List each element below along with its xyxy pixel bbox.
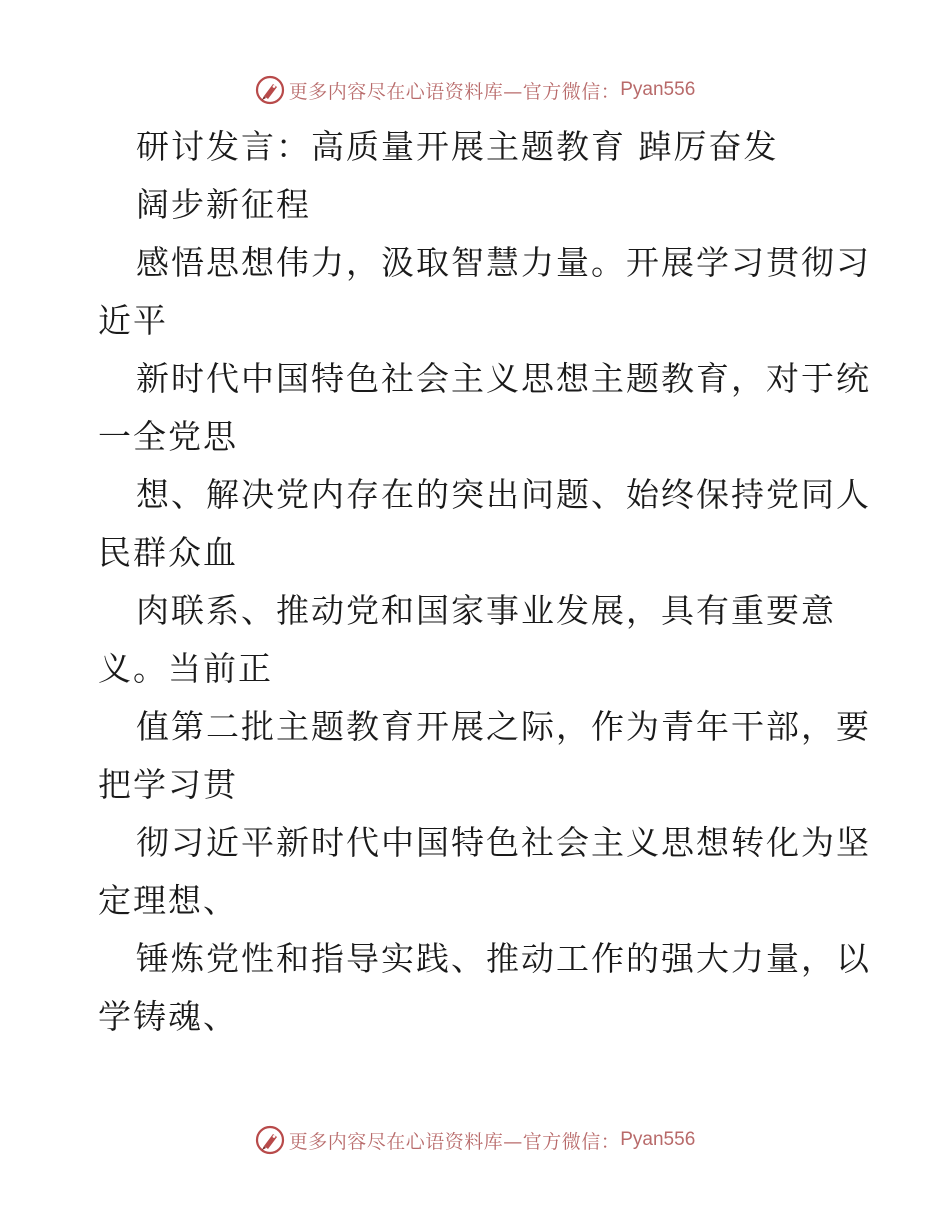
footer-banner-wechat-id: Pyan556 xyxy=(620,1129,696,1150)
document-line: 学铸魂、 xyxy=(98,997,238,1036)
document-line: 义。当前正 xyxy=(98,649,273,688)
document-line: 近平 xyxy=(98,301,168,340)
document-line: 民群众血 xyxy=(98,533,238,572)
document-line: 定理想、 xyxy=(98,881,238,920)
document-body xyxy=(98,118,871,1046)
document-line: 彻习近平新时代中国特色社会主义思想转化为坚 xyxy=(136,823,871,862)
document-line: 把学习贯 xyxy=(98,765,238,804)
document-line: 感悟思想伟力，汲取智慧力量。开展学习贯彻习 xyxy=(136,243,871,282)
header-banner-wechat-id: Pyan556 xyxy=(620,79,696,100)
document-line: 阔步新征程 xyxy=(136,185,311,224)
document-line: 一全党思 xyxy=(98,417,238,456)
document-line: 想、解决党内存在的突出问题、始终保持党同人 xyxy=(136,475,871,514)
document-line: 值第二批主题教育开展之际，作为青年干部，要 xyxy=(136,707,871,746)
document-line: 新时代中国特色社会主义思想主题教育，对于统 xyxy=(136,359,871,398)
document-line: 研讨发言：高质量开展主题教育 踔厉奋发 xyxy=(136,127,779,166)
pen-nib-logo-icon xyxy=(255,1125,285,1155)
footer-banner xyxy=(0,1120,950,1160)
footer-banner-text: 更多内容尽在心语资料库—官方微信： xyxy=(288,1130,621,1153)
document-line: 锤炼党性和指导实践、推动工作的强大力量，以 xyxy=(136,939,871,978)
header-banner-text: 更多内容尽在心语资料库—官方微信： xyxy=(288,80,621,103)
document-line: 肉联系、推动党和国家事业发展，具有重要意 xyxy=(136,591,836,630)
header-banner xyxy=(0,70,950,110)
pen-nib-logo-icon xyxy=(255,75,285,105)
